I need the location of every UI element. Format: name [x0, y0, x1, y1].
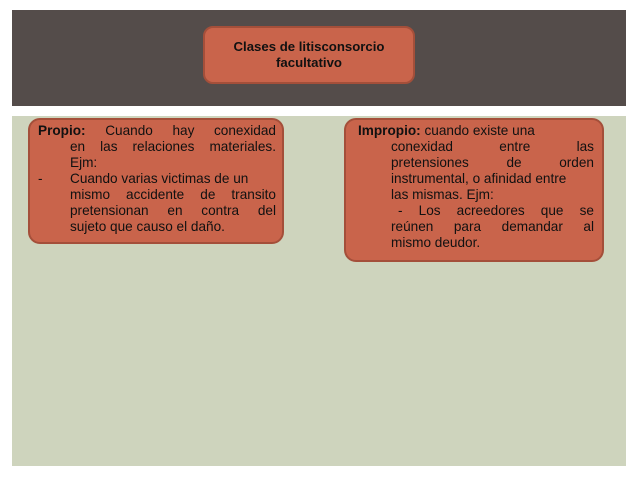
word: las [100, 139, 118, 154]
word: entre [499, 139, 531, 154]
impropio-line-8: mismo deudor. [391, 235, 481, 250]
word: Cuando [105, 123, 153, 138]
word: Los [418, 203, 441, 218]
word: en [70, 139, 86, 154]
title-box [203, 26, 415, 84]
word: de [506, 155, 522, 170]
impropio-line-5: las mismas. Ejm: [391, 187, 494, 202]
title-line-2: facultativo [276, 55, 342, 70]
propio-line-6 [38, 203, 276, 219]
word: demandar [501, 219, 563, 234]
propio-line-5 [38, 187, 276, 203]
propio-line-4-text: Cuando varias victimas de un [70, 171, 249, 186]
word: del [257, 203, 276, 218]
word: se [579, 203, 594, 218]
word: contra [201, 203, 240, 218]
propio-line-2 [38, 139, 276, 155]
word: conexidad [391, 139, 453, 154]
word: al [583, 219, 594, 234]
propio-box [28, 118, 284, 244]
propio-line-1 [38, 123, 276, 139]
word: transito [231, 187, 276, 202]
propio-line-7: sujeto que causo el daño. [70, 219, 225, 234]
propio-line-4 [38, 171, 276, 187]
word: conexidad [214, 123, 276, 138]
word: para [453, 219, 482, 234]
impropio-line-2 [358, 139, 594, 155]
impropio-box [344, 118, 604, 262]
word: pretensionan [70, 203, 149, 218]
word: materiales. [209, 139, 276, 154]
word: las [576, 139, 594, 154]
word: accidente [126, 187, 185, 202]
word: de [200, 187, 216, 202]
impropio-line-6 [358, 203, 594, 219]
word: - [398, 203, 403, 218]
word: hay [172, 123, 195, 138]
word: reúnen [391, 219, 434, 234]
impropio-line-1 [358, 123, 594, 139]
word: orden [559, 155, 594, 170]
word: pretensiones [391, 155, 469, 170]
propio-line-3: Ejm: [70, 155, 98, 170]
word: mismo [70, 187, 111, 202]
word: que [540, 203, 564, 218]
title-line-1: Clases de litisconsorcio [233, 39, 385, 54]
impropio-line-7 [358, 219, 594, 235]
propio-term: Propio: [38, 123, 86, 138]
impropio-line-3 [358, 155, 594, 171]
word: acreedores [456, 203, 525, 218]
impropio-line-1-text: cuando existe una [424, 123, 535, 138]
impropio-line-4: instrumental, o afinidad entre [391, 171, 567, 186]
word: relaciones [132, 139, 195, 154]
bullet-dash: - [38, 171, 43, 186]
word: en [167, 203, 183, 218]
impropio-term: Impropio: [358, 123, 421, 138]
